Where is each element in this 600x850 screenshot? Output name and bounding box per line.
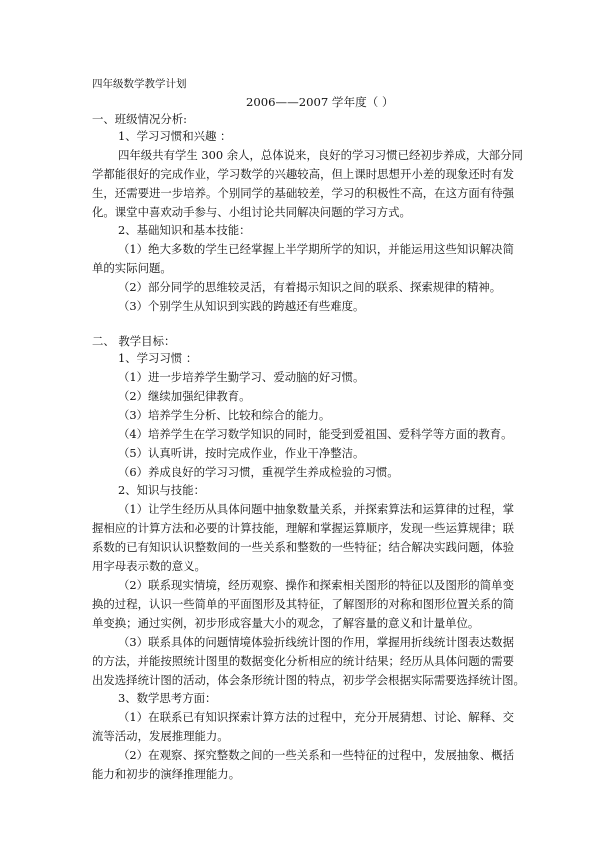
section-1-heading: 一、班级情况分析: [92,112,187,126]
paragraph-line: 生，还需要进一步培养。个别同学的基础较差，学习的积极性不高，在这方面有待强 [92,186,514,200]
paragraph-line: 能力和初步的演绎推理能力。 [92,767,241,781]
paragraph-line: （1）在联系已有知识探索计算方法的过程中，充分开展猜想、讨论、解释、交 [118,710,514,724]
s1-sub-2-heading: 2、基础知识和基本技能： [118,223,251,237]
paragraph-line: 单变换；通过实例，初步形成容量大小的观念，了解容量的意义和计量单位。 [92,616,480,630]
paragraph-line: 单的实际问题。 [92,261,172,275]
list-item: （4）培养学生在学习数学知识的同时，能受到爱祖国、爱科学等方面的教育。 [118,427,513,441]
paragraph-line: （1）绝大多数的学生已经掌握上半学期所学的知识，并能运用这些知识解决简 [118,242,514,256]
paragraph-line: （1）让学生经历从具体问题中抽象数量关系，并探索算法和运算律的过程，掌 [118,502,514,516]
paragraph-line: 学都能很好的完成作业，学习数学的兴趣较高，但上课时思想开小差的现象还时有发 [92,167,514,181]
list-item: （5）认真听讲，按时完成作业，作业干净整洁。 [118,446,365,460]
list-item: （2）继续加强纪律教育。 [118,389,251,403]
s2-sub-1-heading: 1、学习习惯 ： [118,351,198,365]
school-year-subtitle: 2006——2007 学年度（ ） [246,95,394,109]
paragraph-line: 的方法，并能按照统计图里的数据变化分析相应的统计结果；经历从具体问题的需要 [92,654,514,668]
paragraph-line: 出发选择统计图的活动，体会条形统计图的特点，初步学会根据实际需要选择统计图。 [92,673,525,687]
paragraph-line: 换的过程，认识一些简单的平面图形及其特征，了解图形的对称和图形位置关系的简 [92,597,514,611]
paragraph-line: 用字母表示数的意义。 [92,559,206,573]
document-title: 四年级数学教学计划 [92,78,187,90]
paragraph-line: （2）在观察、探究整数之间的一些关系和一些特征的过程中，发展抽象、概括 [118,748,514,762]
paragraph-line: 握相应的计算方法和必要的计算技能，理解和掌握运算顺序，发现一些运算规律；联 [92,521,514,535]
s2-sub-2-heading: 2、知识与技能： [118,483,205,497]
paragraph-line: 系数的已有知识认识整数间的一些关系和整数的一些特征；结合解决实践问题，体验 [92,540,514,554]
paragraph-line: （2）联系现实情境，经历观察、操作和探索相关图形的特征以及图形的简单变 [118,578,514,592]
paragraph-line: （2）部分同学的思维较灵活，有着揭示知识之间的联系、探索规律的精神。 [118,280,502,294]
s2-sub-3-heading: 3、数学思考方面： [118,691,217,705]
paragraph-line: 化。课堂中喜欢动手参与、小组讨论共同解决问题的学习方式。 [92,205,411,219]
s1-sub-1-heading: 1、学习习惯和兴趣 ： [118,129,232,143]
list-item: （3）培养学生分析、比较和综合的能力。 [118,408,331,422]
list-item: （1）进一步培养学生勤学习、爱动脑的好习惯。 [118,370,365,384]
list-item: （6）养成良好的学习习惯，重视学生养成检验的习惯。 [118,465,399,479]
paragraph-line: 流等活动，发展推理能力。 [92,729,229,743]
paragraph-line: 四年级共有学生 300 余人，总体说来，良好的学习习惯已经初步养成，大部分同 [118,148,523,162]
section-2-heading: 二、 教学目标： [92,334,176,348]
paragraph-line: （3）联系具体的问题情境体验折线统计图的作用，掌握用折线统计图表达数据 [118,635,514,649]
paragraph-line: （3）个别学生从知识到实践的跨越还有些难度。 [118,299,365,313]
